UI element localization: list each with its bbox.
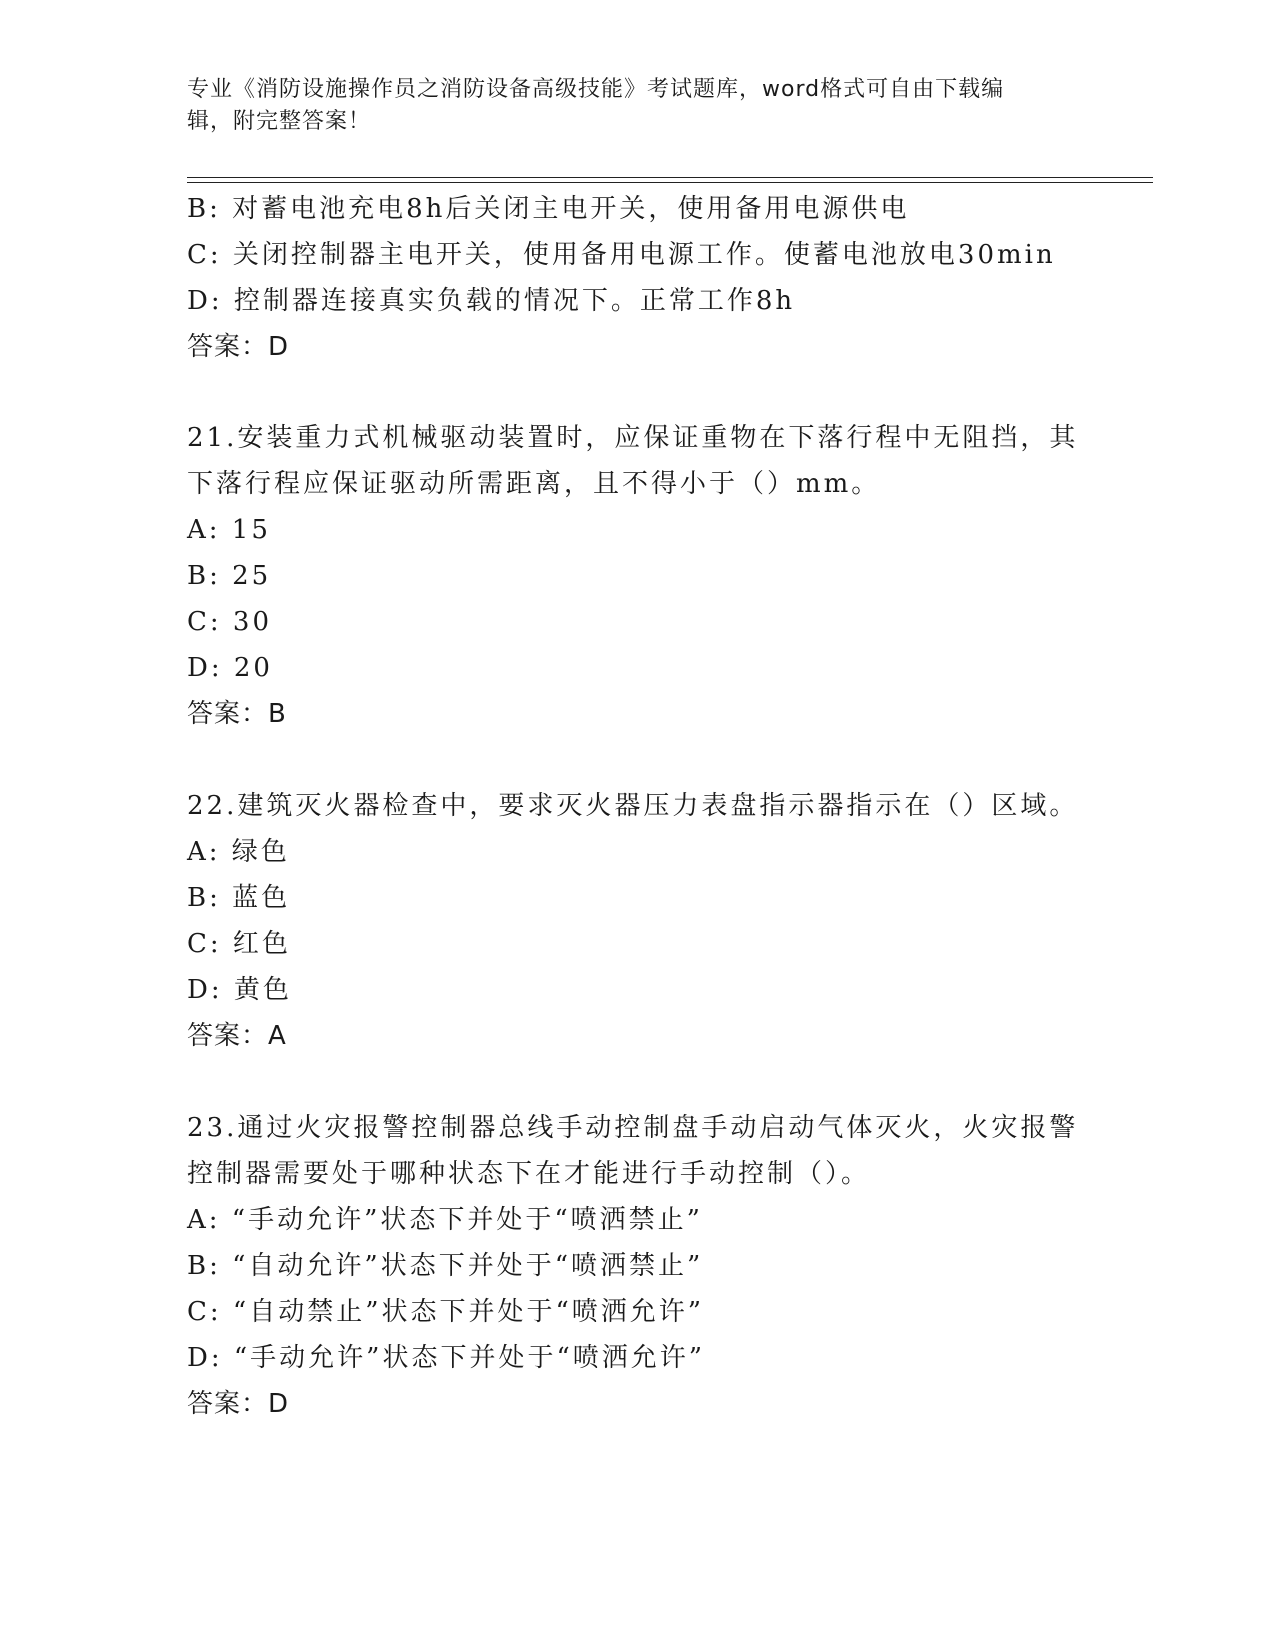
q21-option-c: C: 30 <box>187 607 273 637</box>
q21-answer: 答案：B <box>187 699 287 729</box>
q21-option-b: B: 25 <box>187 561 272 591</box>
q22-option-d: D: 黄色 <box>187 975 292 1005</box>
q23-stem-line-2: 控制器需要处于哪种状态下在才能进行手动控制（）。 <box>187 1159 871 1189</box>
header-line-2: 辑，附完整答案！ <box>187 109 372 134</box>
q20-option-c: C: 关闭控制器主电开关，使用备用电源工作。使蓄电池放电30min <box>187 240 1056 270</box>
header-line-1: 专业《消防设施操作员之消防设备高级技能》考试题库，word格式可自由下载编 <box>187 77 1005 102</box>
q21-stem-line-1: 21.安装重力式机械驱动装置时，应保证重物在下落行程中无阻挡，其 <box>187 423 1079 453</box>
q21-option-a: A: 15 <box>187 515 271 545</box>
q20-answer: 答案：D <box>187 332 290 362</box>
q23-option-c: C: “自动禁止”状态下并处于“喷洒允许” <box>187 1297 705 1327</box>
q23-answer: 答案：D <box>187 1389 290 1419</box>
header-divider-top <box>187 177 1153 178</box>
q22-option-a: A: 绿色 <box>187 837 290 867</box>
q23-option-b: B: “自动允许”状态下并处于“喷洒禁止” <box>187 1251 704 1281</box>
q22-stem-line-1: 22.建筑灭火器检查中，要求灭火器压力表盘指示器指示在（）区域。 <box>187 791 1079 821</box>
header-divider-bottom <box>187 182 1153 183</box>
document-header <box>187 74 1067 138</box>
q23-option-d: D: “手动允许”状态下并处于“喷洒允许” <box>187 1343 706 1373</box>
q21-stem-line-2: 下落行程应保证驱动所需距离，且不得小于（）mm。 <box>187 469 881 499</box>
q22-option-c: C: 红色 <box>187 929 291 959</box>
q23-option-a: A: “手动允许”状态下并处于“喷洒禁止” <box>187 1205 703 1235</box>
q22-answer: 答案：A <box>187 1021 287 1051</box>
q23-stem-line-1: 23.通过火灾报警控制器总线手动控制盘手动启动气体灭火，火灾报警 <box>187 1113 1079 1143</box>
q20-option-d: D: 控制器连接真实负载的情况下。正常工作8h <box>187 286 796 316</box>
q21-option-d: D: 20 <box>187 653 273 683</box>
q20-option-b: B: 对蓄电池充电8h后关闭主电开关，使用备用电源供电 <box>187 194 910 224</box>
q22-option-b: B: 蓝色 <box>187 883 291 913</box>
